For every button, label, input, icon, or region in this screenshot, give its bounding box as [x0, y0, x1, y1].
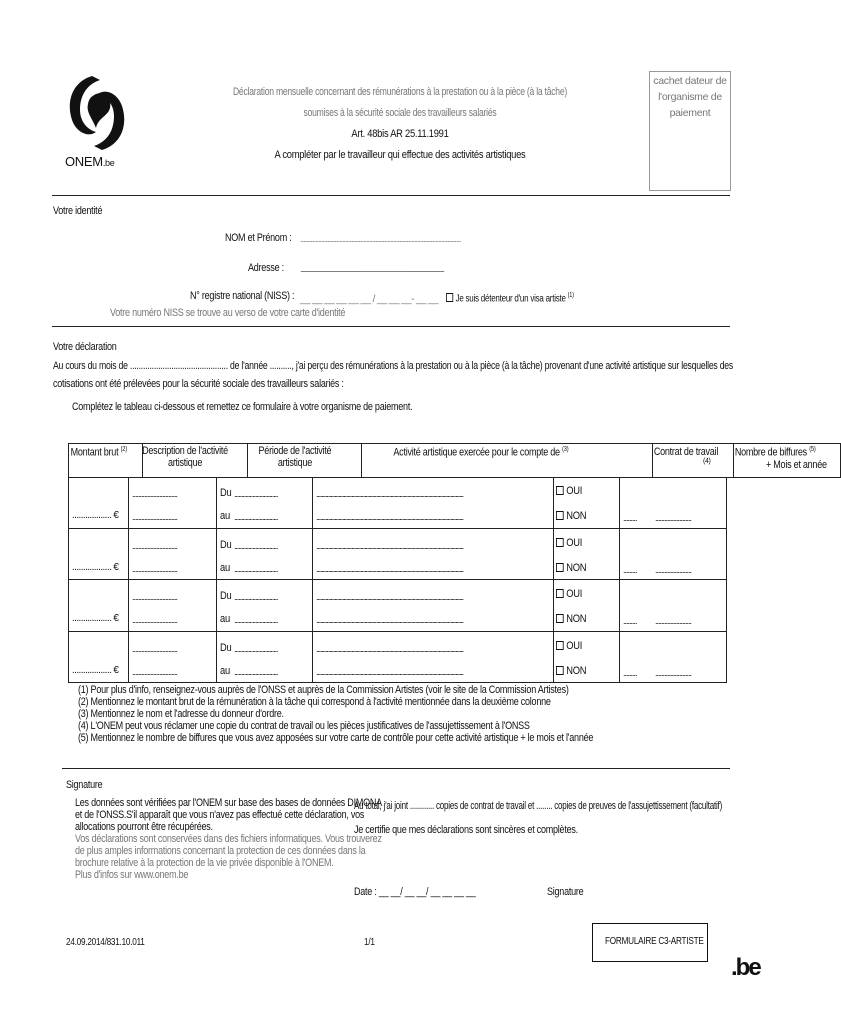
niss-label: N° registre national (NISS) : — [190, 290, 295, 302]
onem-swirl-icon — [62, 72, 132, 154]
contract-yes-label: OUI — [566, 588, 583, 600]
contract-yes-option[interactable] — [556, 640, 582, 652]
contract-yes-checkbox[interactable] — [556, 641, 564, 650]
employer-field[interactable]: ................................................................................................................. — [316, 592, 463, 602]
column-divider — [619, 580, 620, 632]
contract-yes-checkbox[interactable] — [556, 486, 564, 495]
header-montant-ref: (2) — [120, 446, 127, 453]
contract-no-checkbox[interactable] — [556, 511, 564, 520]
period-from-field[interactable]: ............................... — [234, 540, 278, 551]
strikeouts-count-field[interactable]: ......... — [623, 513, 637, 523]
address-label: Adresse : — [248, 262, 284, 274]
legal-grey-1: Vos déclarations sont conservées dans des fichiers informatiques. Vous trouverez — [75, 833, 382, 845]
contract-no-option[interactable] — [556, 665, 586, 677]
divider-identity — [52, 326, 730, 327]
table-row — [68, 477, 727, 529]
contract-no-option[interactable] — [556, 613, 586, 625]
month-year-field[interactable]: ........................ — [655, 667, 692, 678]
identity-section-title: Votre identité — [53, 205, 103, 217]
name-label: NOM et Prénom : — [225, 232, 292, 244]
column-divider — [216, 632, 217, 684]
table-row — [68, 580, 727, 632]
contract-yes-checkbox[interactable] — [556, 538, 564, 547]
contract-yes-option[interactable] — [556, 485, 582, 497]
legal-grey-4: Plus d'infos sur www.onem.be — [75, 869, 189, 881]
period-to-field[interactable]: ............................... — [234, 512, 278, 522]
header-activite-ref: (3) — [561, 446, 568, 453]
period-to-label: au — [220, 664, 230, 677]
declaration-line-2: cotisations ont été prélevées pour la sécurité sociale des travailleurs salariés : — [53, 378, 344, 390]
header-montant — [69, 444, 143, 478]
header-periode-label: Période de l'activité artistique — [258, 445, 331, 469]
description-field[interactable]: .............................. — [132, 615, 178, 625]
header-periode — [247, 444, 361, 478]
strikeouts-count-field[interactable]: ......... — [623, 616, 637, 626]
period-from-field[interactable]: ............................... — [234, 489, 278, 499]
contract-no-checkbox[interactable] — [556, 614, 564, 623]
form-title — [170, 86, 630, 161]
declaration-section-title: Votre déclaration — [53, 341, 117, 353]
visa-checkbox[interactable] — [446, 293, 453, 302]
contract-no-label: NON — [566, 561, 587, 574]
table-row — [68, 632, 727, 684]
amount-field[interactable]: .................. € — [72, 510, 119, 521]
divider-notes — [62, 768, 730, 769]
title-line-3: Art. 48bis AR 25.11.1991 — [351, 128, 449, 140]
description-field[interactable]: .............................. — [132, 592, 178, 602]
employer-field[interactable]: ................................................................................................................. — [316, 489, 463, 499]
table-row — [68, 529, 727, 581]
niss-note: Votre numéro NISS se trouve au verso de votre carte d'identité — [110, 307, 346, 319]
header-montant-label: Montant brut — [70, 446, 119, 459]
period-to-field[interactable]: ............................... — [234, 563, 278, 574]
table-header-row — [69, 444, 841, 478]
period-from-field[interactable]: ............................... — [234, 643, 278, 654]
header-activite-label: Activité artistique exercée pour le compte de — [393, 446, 560, 459]
contract-yes-checkbox[interactable] — [556, 589, 564, 598]
description-field[interactable]: .............................. — [132, 643, 178, 654]
column-divider — [128, 529, 129, 581]
contract-no-label: NON — [566, 510, 587, 522]
strikeouts-count-field[interactable]: ......... — [623, 667, 637, 678]
column-divider — [128, 477, 129, 529]
declaration-instruction: Complétez le tableau ci-dessous et remettez ce formulaire à votre organisme de paiement. — [72, 401, 413, 413]
form-name-box — [592, 923, 708, 962]
declaration-line-1: Au cours du mois de ............................................. de l'année .........., j'ai perçu des rémunérations à la prestation ou à la pièce (à la tâche) provenant d'une activité artistique sur lesquelles des — [53, 360, 734, 372]
description-field[interactable]: .............................. — [132, 666, 178, 677]
activities-table — [68, 443, 841, 478]
column-divider — [553, 477, 554, 529]
footnote-1: (1) Pour plus d'info, renseignez-vous auprès de l'ONSS et auprès de la Commission Artistes (voir le site de la Commission Artistes) — [78, 684, 569, 696]
contract-yes-label: OUI — [566, 536, 583, 549]
employer-field[interactable]: ................................................................................................................. — [316, 615, 463, 625]
be-logo — [731, 954, 760, 982]
column-divider — [312, 632, 313, 684]
legal-grey-2: de plus amples informations concernant la protection de ces données dans la — [75, 845, 366, 857]
header-biffures — [733, 444, 840, 478]
legal-grey-3: brochure relative à la protection de la vie privée disponible à l'ONEM. — [75, 857, 334, 869]
month-year-field[interactable]: ........................ — [655, 564, 692, 575]
header-biffures-sub: + Mois et année — [765, 458, 827, 471]
contract-no-checkbox[interactable] — [556, 666, 564, 675]
be-logo-text: .be — [731, 954, 760, 981]
footnotes — [78, 684, 706, 744]
contract-no-option[interactable] — [556, 510, 586, 522]
certify-line: Je certifie que mes déclarations sont sincères et complètes. — [354, 824, 578, 836]
period-to-field[interactable]: ............................... — [234, 615, 278, 625]
page-number: 1/1 — [364, 937, 375, 948]
amount-field[interactable]: .................. € — [72, 613, 119, 624]
employer-field[interactable]: ................................................................................................................. — [316, 540, 463, 551]
joint-copies-line: Au total, j'ai joint ............ copies de contrat de travail et ........ copies de preuves de l'assujettissement (facultatif) — [354, 800, 723, 812]
legal-dark-1: Les données sont vérifiées par l'ONEM sur base des bases de données DIMONA — [75, 797, 382, 809]
column-divider — [619, 632, 620, 684]
column-divider — [128, 580, 129, 632]
name-field[interactable]: ........................................................................................................... — [300, 234, 461, 244]
contract-yes-option[interactable] — [556, 537, 582, 549]
legal-dark-3: allocations pourront être récupérées. — [75, 821, 213, 833]
payment-stamp-box — [649, 71, 731, 191]
header-description — [142, 444, 247, 478]
employer-field[interactable]: ................................................................................................................. — [316, 666, 463, 677]
title-line-4: A compléter par le travailleur qui effectue des activités artistiques — [274, 149, 526, 161]
month-year-field[interactable]: ........................ — [655, 513, 692, 523]
footnote-2: (2) Mentionnez le montant brut de la rémunération à la tâche qui correspond à l'activité mentionnée dans la deuxième colonne — [78, 696, 551, 708]
onem-logo — [62, 72, 132, 172]
divider-header — [52, 195, 730, 196]
period-from-label: Du — [220, 487, 232, 499]
period-from-label: Du — [220, 641, 232, 654]
signature-section-title: Signature — [66, 779, 103, 791]
header-biffures-ref: (5) — [809, 446, 816, 453]
header-description-label: Description de l'activité artistique — [141, 445, 228, 469]
period-from-field[interactable]: ............................... — [234, 592, 278, 602]
period-to-label: au — [220, 561, 230, 574]
contract-no-option[interactable] — [556, 562, 586, 574]
amount-field[interactable]: .................. € — [72, 664, 119, 676]
signature-label: Signature — [547, 886, 584, 898]
contract-no-label: NON — [566, 664, 587, 677]
title-line-2: soumises à la sécurité sociale des travailleurs salariés — [303, 107, 497, 119]
form-code: 24.09.2014/831.10.011 — [66, 937, 145, 948]
column-divider — [553, 580, 554, 632]
form-name: FORMULAIRE C3-ARTISTE — [605, 936, 704, 947]
description-field[interactable]: .............................. — [132, 512, 178, 522]
legal-dark-2: et de l'ONSS.S'il apparaît que vous n'avez pas effectué cette déclaration, vos — [75, 809, 365, 821]
header-activite — [361, 444, 652, 478]
date-field[interactable]: Date : __ __/ __ __/ __ __ __ __ — [354, 886, 476, 898]
footnote-4: (4) L'ONEM peut vous réclamer une copie du contrat de travail ou les pièces justificatives de l'assujettissement à l'ONSS — [78, 720, 530, 732]
visa-ref: (1) — [567, 292, 574, 299]
contract-no-label: NON — [566, 613, 587, 625]
header-contrat — [652, 444, 733, 478]
period-to-label: au — [220, 613, 230, 625]
column-divider — [216, 529, 217, 581]
niss-field[interactable]: __ __ __ __ __ __ / __ __ __- __ __ — [300, 294, 439, 305]
contract-yes-option[interactable] — [556, 588, 582, 600]
header-biffures-label: Nombre de biffures — [734, 446, 807, 459]
column-divider — [128, 632, 129, 684]
strikeouts-count-field[interactable]: ......... — [623, 564, 637, 575]
column-divider — [216, 580, 217, 632]
contract-no-checkbox[interactable] — [556, 563, 564, 572]
contract-yes-label: OUI — [566, 485, 583, 497]
period-to-label: au — [220, 510, 230, 522]
column-divider — [312, 580, 313, 632]
column-divider — [312, 529, 313, 581]
contract-yes-label: OUI — [566, 639, 583, 652]
footnote-5: (5) Mentionnez le nombre de biffures que vous avez apposées sur votre carte de contrôle pour cette activité artistique + le mois et l'année — [78, 732, 594, 744]
description-field[interactable]: .............................. — [132, 563, 178, 574]
title-line-1: Déclaration mensuelle concernant des rémunérations à la prestation ou à la pièce (à la tâche) — [232, 86, 568, 98]
employer-field[interactable]: ................................................................................................................. — [316, 643, 463, 654]
stamp-line-2: l'organisme de — [658, 91, 722, 103]
visa-checkbox-row[interactable] — [446, 292, 574, 304]
header-contrat-ref: (4) — [702, 458, 711, 465]
description-field[interactable]: .............................. — [132, 489, 178, 499]
employer-field[interactable]: ................................................................................................................. — [316, 512, 463, 522]
logo-text: ONEM — [65, 154, 103, 169]
address-field[interactable]: ................................................................................................................................................................................... — [300, 264, 444, 274]
period-from-label: Du — [220, 538, 232, 551]
period-to-field[interactable]: ............................... — [234, 666, 278, 677]
visa-label: Je suis détenteur d'un visa artiste — [455, 293, 566, 305]
header-contrat-label: Contrat de travail — [653, 446, 718, 458]
period-from-label: Du — [220, 590, 232, 602]
column-divider — [312, 477, 313, 529]
column-divider — [553, 529, 554, 581]
column-divider — [619, 529, 620, 581]
logo-suffix: .be — [102, 158, 115, 168]
description-field[interactable]: .............................. — [132, 540, 178, 551]
stamp-line-3: paiement — [669, 107, 711, 119]
month-year-field[interactable]: ........................ — [655, 616, 692, 626]
amount-field[interactable]: .................. € — [72, 561, 119, 573]
column-divider — [619, 477, 620, 529]
column-divider — [553, 632, 554, 684]
footnote-3: (3) Mentionnez le nom et l'adresse du donneur d'ordre. — [78, 708, 284, 720]
column-divider — [216, 477, 217, 529]
stamp-line-1: cachet dateur de — [653, 75, 727, 87]
employer-field[interactable]: ................................................................................................................. — [316, 563, 463, 574]
